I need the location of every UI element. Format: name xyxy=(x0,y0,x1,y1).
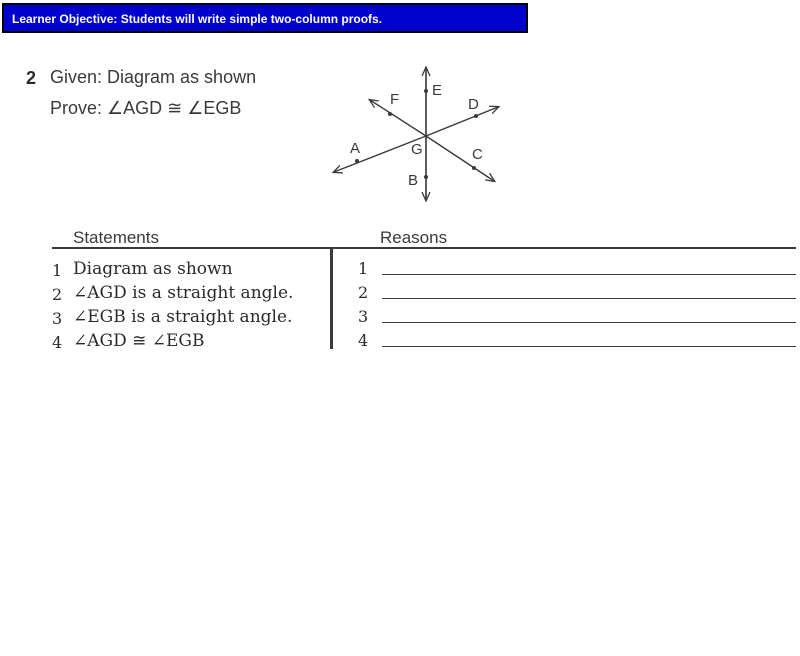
reason-number: 4 xyxy=(358,331,369,350)
proof-row xyxy=(0,307,800,331)
statement-text: ∠AGD is a straight angle. xyxy=(73,283,294,303)
label-f: F xyxy=(390,91,400,108)
objective-text: Learner Objective: Students will write simple two-column proofs. xyxy=(12,12,383,26)
given-text: Given: Diagram as shown xyxy=(50,67,257,87)
label-b: B xyxy=(408,172,419,189)
label-d: D xyxy=(468,96,479,113)
reason-blank[interactable] xyxy=(382,298,796,299)
reasons-header: Reasons xyxy=(380,228,448,247)
label-e: E xyxy=(432,82,443,99)
statement-text: ∠EGB is a straight angle. xyxy=(73,307,293,327)
proof-row xyxy=(0,331,800,355)
label-g: G xyxy=(411,141,423,158)
reason-blank[interactable] xyxy=(382,274,796,275)
table-header-rule xyxy=(52,247,796,249)
statement-text: Diagram as shown xyxy=(73,259,233,279)
line-ad xyxy=(426,107,498,136)
statements-header: Statements xyxy=(73,228,159,247)
statement-text: ∠AGD ≅ ∠EGB xyxy=(73,331,205,351)
reason-blank[interactable] xyxy=(382,322,796,323)
objective-banner xyxy=(2,3,528,33)
reason-number: 2 xyxy=(358,283,369,302)
prove-text: Prove: ∠AGD ≅ ∠EGB xyxy=(50,98,242,118)
statement-number: 1 xyxy=(52,261,63,280)
label-a: A xyxy=(350,140,361,157)
statement-number: 4 xyxy=(52,333,63,352)
geometry-diagram xyxy=(328,60,518,210)
problem-number: 2 xyxy=(26,68,37,88)
label-c: C xyxy=(472,146,483,163)
statement-number: 3 xyxy=(52,309,63,328)
reason-blank[interactable] xyxy=(382,346,796,347)
proof-row xyxy=(0,283,800,307)
statement-number: 2 xyxy=(52,285,63,304)
reason-number: 1 xyxy=(358,259,369,278)
reason-number: 3 xyxy=(358,307,369,326)
proof-row xyxy=(0,259,800,283)
